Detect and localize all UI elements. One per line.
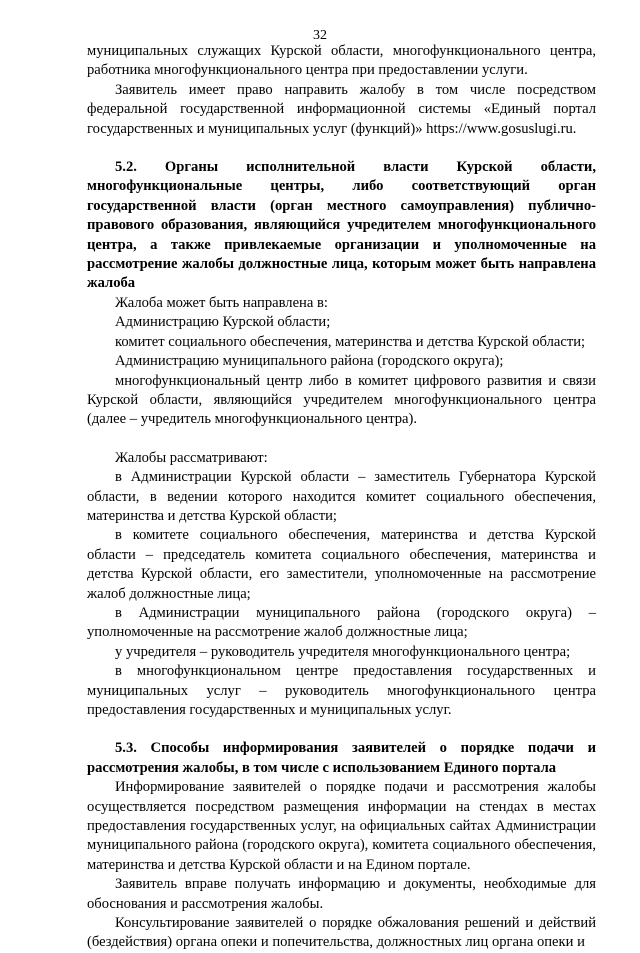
paragraph: в Администрации муниципального района (городского округа) – уполномоченные на рассмотрение жалоб должностные лица; xyxy=(87,604,596,641)
spacer xyxy=(87,720,596,739)
paragraph: Жалобы рассматривают: xyxy=(115,449,268,466)
paragraph: Жалоба может быть направлена в: xyxy=(115,294,328,311)
paragraph: Информирование заявителей о порядке подачи и рассмотрения жалобы осуществляется посредством размещения информации на стендах в местах предоставления государственных услуг, на официальных сайтах Администрации муниципального района (городского округа), комитета социального обеспечения, материнства и детства Курской области и на Едином портале. xyxy=(87,779,596,873)
paragraph: в комитете социального обеспечения, материнства и детства Курской области – председатель комитета социального обеспечения, материнства и детства Курской области, его заместители, уполномоченные на рассмотрение жалоб должностные лица; xyxy=(87,527,596,602)
paragraph: Консультирование заявителей о порядке обжалования решений и действий (бездействия) органа опеки и попечительства, должностных лиц органа опеки и xyxy=(87,915,596,951)
page-number: 32 xyxy=(313,28,327,43)
paragraph: Заявитель имеет право направить жалобу в том числе посредством федеральной государственной информационной системы «Единый портал государственных и муниципальных услуг (функций)» https://www.gosuslugi.ru. xyxy=(87,81,596,137)
paragraph: у учредителя – руководитель учредителя многофункционального центра; xyxy=(115,643,571,660)
paragraph: Администрацию муниципального района (городского округа); xyxy=(115,353,504,370)
paragraph: Заявитель вправе получать информацию и документы, необходимые для обоснования и рассмотрения жалобы. xyxy=(87,876,596,912)
paragraph: многофункциональный центр либо в комитет цифрового развития и связи Курской области, являющийся учредителем многофункционального центра (далее – учредитель многофункционального центра). xyxy=(87,372,596,428)
section-heading: 5.3. Способы информирования заявителей о порядке подачи и рассмотрения жалобы, в том числе с использованием Единого портала xyxy=(87,740,596,776)
paragraph: комитет социального обеспечения, материнства и детства Курской области; xyxy=(115,333,586,350)
document-body xyxy=(87,42,596,953)
spacer xyxy=(87,139,596,158)
paragraph: муниципальных служащих Курской области, многофункционального центра, работника многофункционального центра при предоставлении услуги. xyxy=(87,43,596,79)
section-heading: 5.2. Органы исполнительной власти Курской области, многофункциональные центры, либо соответствующий орган государственной власти (орган местного самоуправления) публично-правового образования, являющийся учредителем многофункционального центра, а также привлекаемые организации и уполномоченные на рассмотрение жалобы должностные лица, которым может быть направлена жалоба xyxy=(87,159,596,292)
paragraph: в многофункциональном центре предоставления государственных и муниципальных услуг – руководитель многофункционального центра предоставления государственных и муниципальных услуг. xyxy=(87,663,596,718)
paragraph: Администрацию Курской области; xyxy=(115,314,331,331)
paragraph: в Администрации Курской области – заместитель Губернатора Курской области, в ведении которого находится комитет социального обеспечения, материнства и детства Курской области; xyxy=(87,469,596,524)
spacer xyxy=(87,430,596,449)
